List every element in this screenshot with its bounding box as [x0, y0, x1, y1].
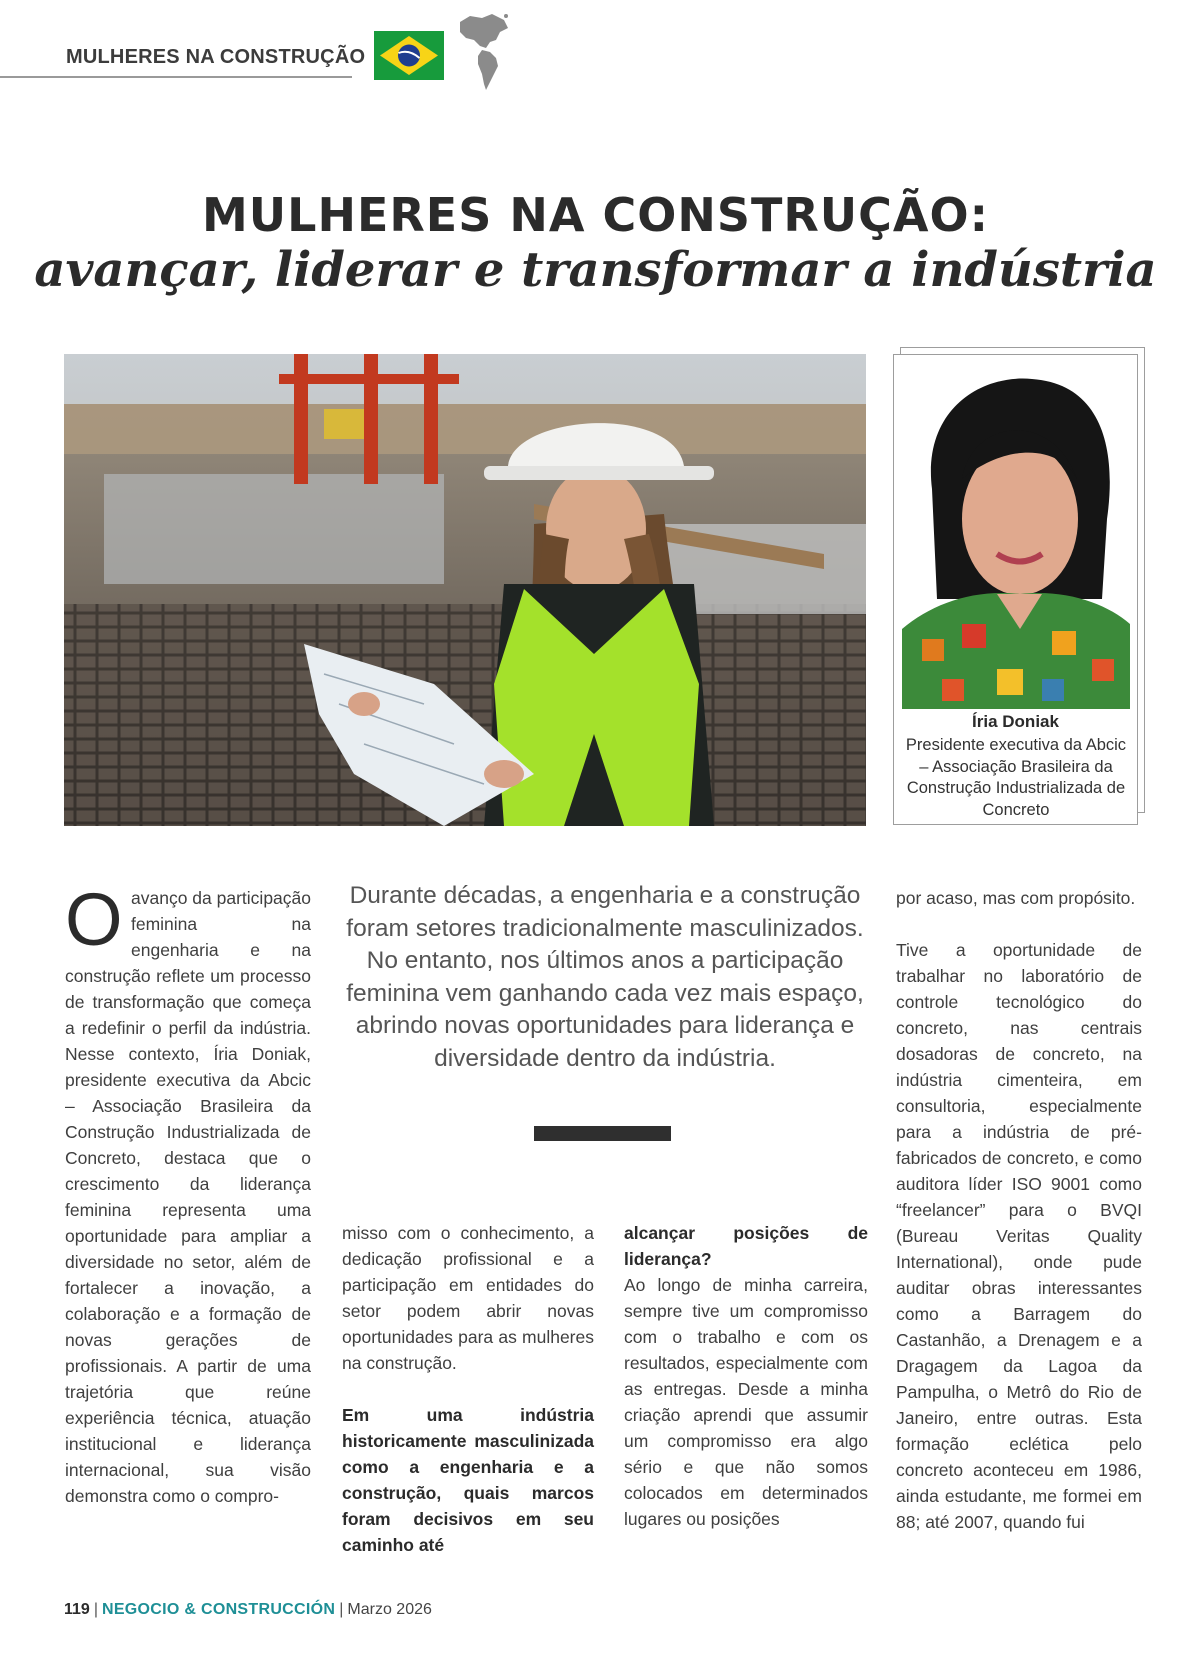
- magazine-name: NEGOCIO & CONSTRUCCIÓN: [101, 1601, 336, 1618]
- article-column-4: [896, 885, 1142, 1535]
- issue-date: Marzo 2026: [347, 1601, 432, 1618]
- profile-card: [893, 354, 1138, 825]
- profile-role: Presidente executiva da Abcic – Associação Brasileira da Construção Industrializada de Concreto: [905, 736, 1127, 819]
- page-number: 119: [64, 1601, 90, 1618]
- article-column-1: [65, 878, 311, 1509]
- article-subtitle: avançar, liderar e transformar a indústria: [34, 242, 1157, 298]
- article-title: MULHERES NA CONSTRUÇÃO:: [202, 188, 989, 242]
- pull-quote: Durante décadas, a engenharia e a construção foram setores tradicionalmente masculinizados. No entanto, nos últimos anos a participação feminina vem ganhando cada vez mais espaço, abrindo novas oportunidades para liderança e diversidade dentro da indústria.: [346, 882, 864, 1072]
- brazil-flag-icon: [374, 31, 444, 80]
- section-label: MULHERES NA CONSTRUÇÃO: [66, 46, 366, 68]
- article-column-3: [624, 1220, 868, 1532]
- interview-question: Em uma indústria historicamente masculinizada como a engenharia e a construção, quais marcos foram decisivos em seu caminho até: [342, 1405, 594, 1555]
- profile-name: Íria Doniak: [972, 712, 1059, 731]
- article-column-2: [342, 1220, 594, 1558]
- footer-separator: |: [93, 1601, 98, 1618]
- pull-quote-bar: [534, 1126, 671, 1141]
- paragraph: misso com o conhecimento, a dedicação profissional e a participação em entidades do setor podem abrir novas oportunidades para as mulheres na construção.: [342, 1223, 594, 1373]
- section-divider: [0, 76, 352, 78]
- iria-doniak-portrait: [902, 369, 1130, 709]
- construction-worker-photo: [64, 354, 866, 826]
- answer-paragraph: Ao longo de minha carreira, sempre tive um compromisso com o trabalho e com os resultados, especialmente com as entregas. Desde a minha criação aprendi que assumir um compromisso era algo sério e que não somos colocados em determinados lugares ou posições: [624, 1275, 868, 1529]
- lead-paragraph: avanço da participação feminina na engenharia e na construção reflete um processo de transformação que começa a redefinir o perfil da indústria. Nesse contexto, Íria Doniak, presidente executiva da Abcic – Associação Brasileira da Construção Industrializada de Concreto, destaca que o crescimento da liderança feminina representa uma oportunidade para ampliar a diversidade no setor, além de fortalecer a inovação, a colaboração e a formação de novas gerações de profissionais. A partir de uma trajetória que reúne experiência técnica, atuação institucional e liderança internacional, sua visão demonstra como o compro-: [65, 888, 311, 1506]
- footer-separator: |: [339, 1601, 344, 1618]
- dropcap: O: [65, 878, 123, 961]
- paragraph: por acaso, mas com propósito.: [896, 888, 1136, 908]
- page-footer: [64, 1601, 432, 1619]
- interview-question-continued: alcançar posições de liderança?: [624, 1223, 868, 1269]
- americas-globe-icon: [452, 12, 512, 94]
- paragraph: Tive a oportunidade de trabalhar no laboratório de controle tecnológico do concreto, nas centrais dosadoras de concreto, na indústria cimenteira, em consultoria, especialmente para a indústria de pré-fabricados de concreto, e como auditora líder ISO 9001 como “freelancer” para o BVQI (Bureau Veritas Quality International), onde pude auditar obras interessantes como a Barragem do Castanhão, a Drenagem e a Dragagem da Lagoa da Pampulha, o Metrô do Rio de Janeiro, entre outras. Esta formação eclética pelo concreto aconteceu em 1986, ainda estudante, me formei em 88; até 2007, quando fui: [896, 940, 1142, 1532]
